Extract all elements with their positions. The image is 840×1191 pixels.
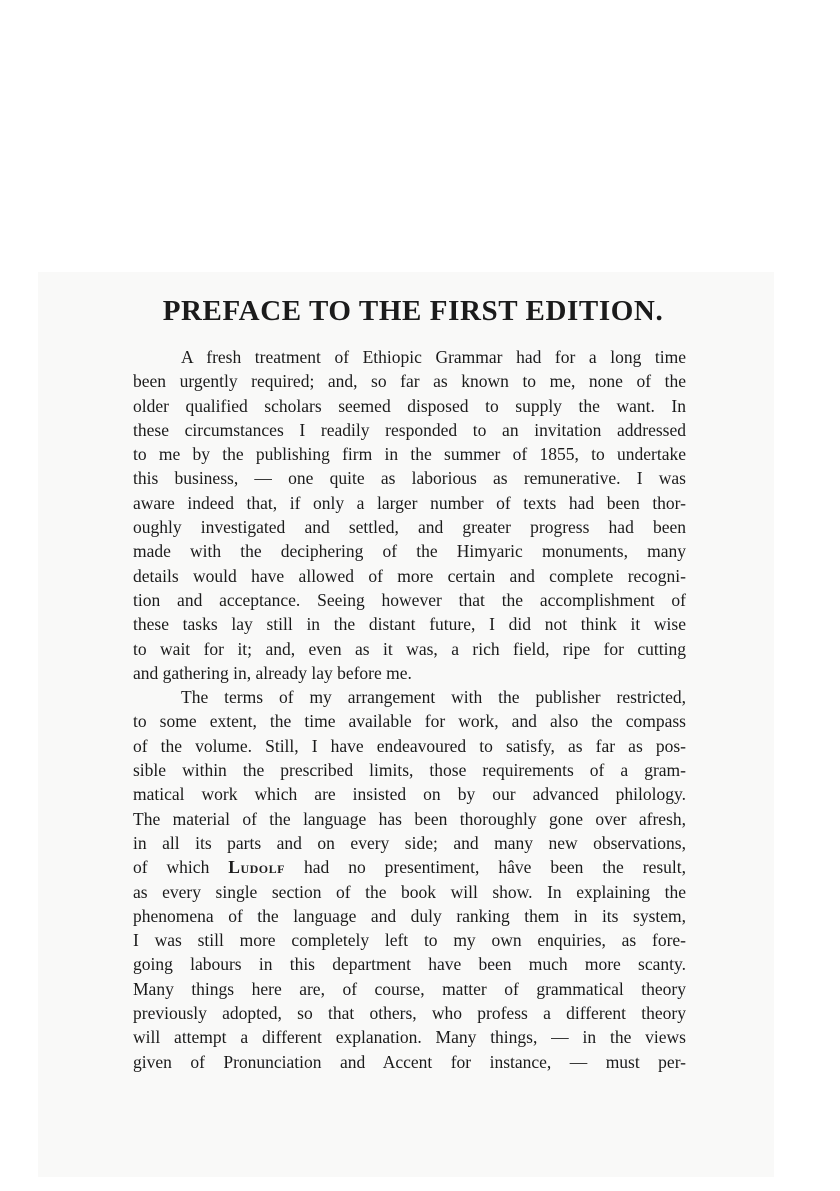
text-line: will attempt a different explanation. Many things, — in the views xyxy=(133,1027,686,1048)
text-line: to some extent, the time available for work, and also the compass xyxy=(133,711,686,732)
text-line: given of Pronunciation and Accent for instance, — must per- xyxy=(133,1051,686,1072)
text-line: in all its parts and on every side; and many new observations, xyxy=(133,832,686,853)
text-line: been urgently required; and, so far as known to me, none of the xyxy=(133,371,686,392)
text-line: these tasks lay still in the distant future, I did not think it wise xyxy=(133,614,686,635)
text-line: aware indeed that, if only a larger number of texts had been thor- xyxy=(133,492,686,513)
text-line: these circumstances I readily responded to an invitation addressed xyxy=(133,419,686,440)
author-name-ludolf: Ludolf xyxy=(228,857,285,878)
text-line: and gathering in, already lay before me. xyxy=(133,662,412,683)
text-line: of the volume. Still, I have endeavoured to satisfy, as far as pos- xyxy=(133,735,686,756)
text-line: made with the deciphering of the Himyaric monuments, many xyxy=(133,541,686,562)
text-line: tion and acceptance. Seeing however that the accomplishment of xyxy=(133,589,686,610)
text-line: previously adopted, so that others, who profess a different theory xyxy=(133,1003,686,1024)
text-line: oughly investigated and settled, and greater progress had been xyxy=(133,517,686,538)
text-line: The material of the language has been thoroughly gone over afresh, xyxy=(133,808,686,829)
page-title: PREFACE TO THE FIRST EDITION. xyxy=(162,295,664,327)
text-line: I was still more completely left to my own enquiries, as fore- xyxy=(133,930,686,951)
paragraph-1 xyxy=(133,345,686,685)
text-line: going labours in this department have been much more scanty. xyxy=(133,954,686,975)
paragraph-2 xyxy=(133,685,686,1074)
text-line: older qualified scholars seemed disposed to supply the want. In xyxy=(133,395,686,416)
text-line-with-name xyxy=(133,855,686,879)
text-line: as every single section of the book will show. In explaining the xyxy=(133,881,686,902)
text-line: to me by the publishing firm in the summer of 1855, to undertake xyxy=(133,444,686,465)
text-line: phenomena of the language and duly ranking them in its system, xyxy=(133,905,686,926)
preface-body xyxy=(133,345,686,1074)
line-text-before: of which xyxy=(133,857,229,878)
text-line: to wait for it; and, even as it was, a rich field, ripe for cutting xyxy=(133,638,686,659)
text-line: sible within the prescribed limits, those requirements of a gram- xyxy=(133,760,686,781)
text-line: details would have allowed of more certain and complete recogni- xyxy=(133,565,686,586)
text-line: this business, — one quite as laborious as remunerative. I was xyxy=(133,468,686,489)
text-line: A fresh treatment of Ethiopic Grammar had for a long time xyxy=(181,347,686,367)
text-line: Many things here are, of course, matter of grammatical theory xyxy=(133,978,686,999)
text-line: matical work which are insisted on by our advanced philology. xyxy=(133,784,686,805)
line-text-after: had no presentiment, hâve been the result, xyxy=(284,857,686,878)
text-line: The terms of my arrangement with the publisher restricted, xyxy=(181,687,686,708)
